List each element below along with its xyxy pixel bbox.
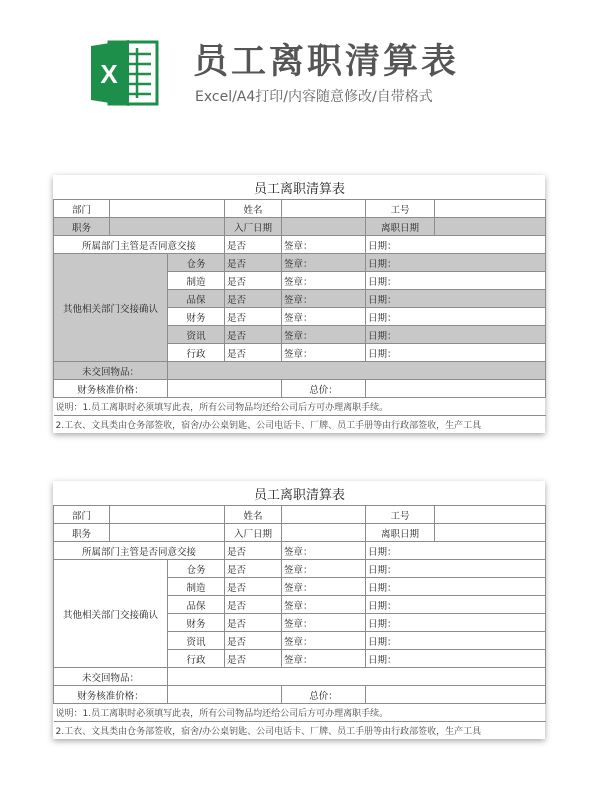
dept-date[interactable]: 日期： xyxy=(366,614,546,632)
total-label: 总价： xyxy=(282,380,366,398)
dept-sign[interactable]: 签章： xyxy=(282,326,366,344)
dept-sign[interactable]: 签章： xyxy=(282,596,366,614)
dept-name: 资讯 xyxy=(168,326,225,344)
entry-date-value[interactable] xyxy=(282,218,366,236)
dept-name: 行政 xyxy=(168,344,225,362)
dept-name: 制造 xyxy=(168,578,225,596)
position-value[interactable] xyxy=(110,524,225,542)
note-line-2: 2.工衣、文具类由仓务部签收，宿舍/办公桌钥匙、公司电话卡、厂牌、员工手册等由行政部签收，生产工具 xyxy=(54,416,546,434)
supervisor-yesno[interactable]: 是否 xyxy=(225,236,282,254)
dept-yesno[interactable]: 是否 xyxy=(225,596,282,614)
position-label: 职务 xyxy=(54,218,110,236)
leave-date-value[interactable] xyxy=(435,524,546,542)
dept-sign[interactable]: 签章： xyxy=(282,560,366,578)
dept-name: 仓务 xyxy=(168,560,225,578)
dept-value[interactable] xyxy=(110,506,225,524)
dept-name: 财务 xyxy=(168,308,225,326)
leave-date-value[interactable] xyxy=(435,218,546,236)
dept-date[interactable]: 日期： xyxy=(366,326,546,344)
other-depts-label: 其他相关部门交接确认 xyxy=(54,254,168,362)
form-sheet-shaded xyxy=(53,175,545,433)
dept-date[interactable]: 日期： xyxy=(366,596,546,614)
dept-sign[interactable]: 签章： xyxy=(282,578,366,596)
dept-yesno[interactable]: 是否 xyxy=(225,560,282,578)
note-line-2: 2.工衣、文具类由仓务部签收，宿舍/办公桌钥匙、公司电话卡、厂牌、员工手册等由行政部签收，生产工具 xyxy=(54,722,546,740)
dept-yesno[interactable]: 是否 xyxy=(225,632,282,650)
supervisor-label: 所属部门主管是否同意交接 xyxy=(54,542,225,560)
form-title: 员工离职清算表 xyxy=(54,175,546,200)
dept-name: 财务 xyxy=(168,614,225,632)
name-label: 姓名 xyxy=(225,200,282,218)
dept-date[interactable]: 日期： xyxy=(366,254,546,272)
dept-date[interactable]: 日期： xyxy=(366,650,546,668)
position-label: 职务 xyxy=(54,524,110,542)
entry-date-label: 入厂日期 xyxy=(225,218,282,236)
dept-sign[interactable]: 签章： xyxy=(282,632,366,650)
dept-sign[interactable]: 签章： xyxy=(282,254,366,272)
form-sheet-plain xyxy=(53,481,545,739)
dept-sign[interactable]: 签章： xyxy=(282,290,366,308)
form-title: 员工离职清算表 xyxy=(54,481,546,506)
dept-date[interactable]: 日期： xyxy=(366,308,546,326)
dept-sign[interactable]: 签章： xyxy=(282,650,366,668)
leave-date-label: 离职日期 xyxy=(366,524,435,542)
id-value[interactable] xyxy=(435,200,546,218)
supervisor-yesno[interactable]: 是否 xyxy=(225,542,282,560)
dept-sign[interactable]: 签章： xyxy=(282,344,366,362)
total-label: 总价： xyxy=(282,686,366,704)
page-subtitle: Excel/A4打印/内容随意修改/自带格式 xyxy=(195,89,433,105)
total-value[interactable] xyxy=(366,686,546,704)
dept-value[interactable] xyxy=(110,200,225,218)
leave-date-label: 离职日期 xyxy=(366,218,435,236)
dept-name: 品保 xyxy=(168,290,225,308)
note-line-1: 说明：1.员工离职时必须填写此表，所有公司物品均还给公司后方可办理离职手续。 xyxy=(54,704,546,722)
unreturned-value[interactable] xyxy=(168,362,546,380)
dept-name: 制造 xyxy=(168,272,225,290)
entry-date-value[interactable] xyxy=(282,524,366,542)
name-value[interactable] xyxy=(282,506,366,524)
unreturned-label: 未交回物品： xyxy=(54,362,168,380)
dept-yesno[interactable]: 是否 xyxy=(225,344,282,362)
entry-date-label: 入厂日期 xyxy=(225,524,282,542)
dept-yesno[interactable]: 是否 xyxy=(225,308,282,326)
dept-date[interactable]: 日期： xyxy=(366,578,546,596)
id-label: 工号 xyxy=(366,506,435,524)
supervisor-date[interactable]: 日期： xyxy=(366,542,546,560)
id-value[interactable] xyxy=(435,506,546,524)
note-line-1: 说明：1.员工离职时必须填写此表，所有公司物品均还给公司后方可办理离职手续。 xyxy=(54,398,546,416)
name-value[interactable] xyxy=(282,200,366,218)
dept-yesno[interactable]: 是否 xyxy=(225,650,282,668)
dept-yesno[interactable]: 是否 xyxy=(225,254,282,272)
dept-sign[interactable]: 签章： xyxy=(282,614,366,632)
finance-price-label: 财务核准价格： xyxy=(54,686,168,704)
dept-name: 行政 xyxy=(168,650,225,668)
dept-label: 部门 xyxy=(54,200,110,218)
dept-date[interactable]: 日期： xyxy=(366,272,546,290)
total-value[interactable] xyxy=(366,380,546,398)
dept-yesno[interactable]: 是否 xyxy=(225,290,282,308)
unreturned-label: 未交回物品： xyxy=(54,668,168,686)
dept-label: 部门 xyxy=(54,506,110,524)
other-depts-label: 其他相关部门交接确认 xyxy=(54,560,168,668)
dept-name: 品保 xyxy=(168,596,225,614)
supervisor-date[interactable]: 日期： xyxy=(366,236,546,254)
unreturned-value[interactable] xyxy=(168,668,546,686)
dept-date[interactable]: 日期： xyxy=(366,560,546,578)
dept-name: 仓务 xyxy=(168,254,225,272)
dept-yesno[interactable]: 是否 xyxy=(225,578,282,596)
finance-price-label: 财务核准价格： xyxy=(54,380,168,398)
supervisor-sign[interactable]: 签章： xyxy=(282,542,366,560)
finance-price-value[interactable] xyxy=(168,686,282,704)
excel-icon xyxy=(89,36,161,110)
dept-yesno[interactable]: 是否 xyxy=(225,614,282,632)
dept-date[interactable]: 日期： xyxy=(366,344,546,362)
excel-icon-letter: X xyxy=(100,59,118,89)
page-title: 员工离职清算表 xyxy=(193,42,460,82)
dept-date[interactable]: 日期： xyxy=(366,632,546,650)
dept-sign[interactable]: 签章： xyxy=(282,308,366,326)
supervisor-sign[interactable]: 签章： xyxy=(282,236,366,254)
dept-yesno[interactable]: 是否 xyxy=(225,272,282,290)
dept-name: 资讯 xyxy=(168,632,225,650)
finance-price-value[interactable] xyxy=(168,380,282,398)
position-value[interactable] xyxy=(110,218,225,236)
name-label: 姓名 xyxy=(225,506,282,524)
supervisor-label: 所属部门主管是否同意交接 xyxy=(54,236,225,254)
dept-date[interactable]: 日期： xyxy=(366,290,546,308)
id-label: 工号 xyxy=(366,200,435,218)
dept-yesno[interactable]: 是否 xyxy=(225,326,282,344)
dept-sign[interactable]: 签章： xyxy=(282,272,366,290)
